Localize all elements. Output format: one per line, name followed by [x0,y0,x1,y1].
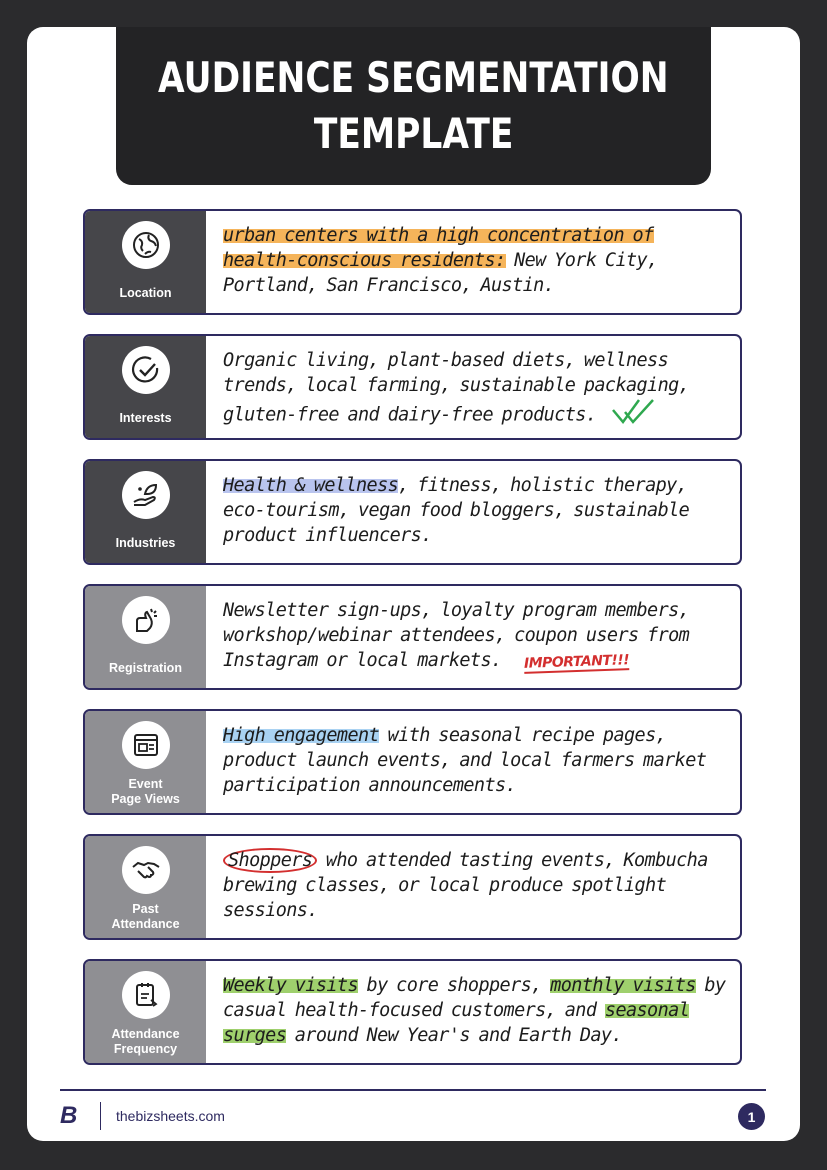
check-circle-icon [122,346,170,394]
segment-label: Registration [109,661,182,675]
pointer-hand-icon [122,596,170,644]
segment-description [223,348,732,433]
highlight: High engagement [223,725,380,746]
double-check-icon [611,398,657,433]
segment-label-line-2: Page Views [111,792,180,806]
hand-leaf-icon [122,471,170,519]
segment-description [223,473,732,548]
page-number: 1 [738,1103,765,1130]
segment-label-line-1: Attendance [111,1027,180,1041]
description-text: by core shoppers, [358,975,551,996]
segment-label-line-1: Past [132,902,159,916]
segment-label-line-2: Frequency [113,1042,178,1056]
description-text: , fitness, holistic therapy, eco-tourism, vegan food bloggers, sustainable product influencers. [223,475,690,546]
segment-row-industries [83,459,742,565]
footer-separator [100,1102,101,1130]
highlight: urban centers with a high concentration of [223,225,654,246]
description-text: with seasonal recipe pages, product launch events, and local farmers market participation announcements. [223,725,707,796]
segment-description [223,223,732,298]
segment-row-interests [83,334,742,440]
bizsheets-logo: B [60,1102,78,1129]
segment-label-panel [85,211,206,313]
segment-label-panel [85,961,206,1063]
segment-label: Location [119,286,172,300]
segment-description [223,723,732,798]
important-note: IMPORTANT!!! [523,652,630,672]
segment-label-panel [85,336,206,438]
description-text: Organic living, plant-based diets, wellness trends, local farming, sustainable packaging, gluten-free and dairy-free products. [223,350,690,426]
browser-window-icon [122,721,170,769]
segment-row-event-page-views [83,709,742,815]
segment-label-line-2: Attendance [111,917,180,931]
segment-label-panel [85,461,206,563]
highlight: seasonal surges [223,1000,690,1046]
description-text: Newsletter sign-ups, loyalty program members, workshop/webinar attendees, coupon users from Instagram or local markets. [223,600,690,671]
segment-description [223,848,732,923]
description-text: New York City, Portland, San Francisco, Austin. [223,250,658,296]
calendar-icon [122,971,170,1019]
segment-row-attendance-frequency [83,959,742,1065]
segment-label-panel [85,711,206,813]
footer-divider-line [60,1089,766,1091]
segment-row-registration [83,584,742,690]
description-text: who attended tasting events, Kombucha brewing classes, or local produce spotlight sessions. [223,850,708,921]
segment-label: Industries [115,536,176,550]
segment-description [223,973,732,1048]
highlight: Health & wellness [223,475,399,496]
title-banner [116,27,711,185]
highlight: health-conscious residents: [223,250,506,271]
highlight: Weekly visits [223,975,358,996]
title-line-1: AUDIENCE SEGMENTATION [158,53,669,102]
globe-icon [122,221,170,269]
description-text: around New Year's and Earth Day. [286,1025,622,1046]
segment-label-line-1: Event [128,777,163,791]
segment-row-past-attendance [83,834,742,940]
title-line-2: TEMPLATE [313,109,514,158]
highlight: monthly visits [550,975,696,996]
segment-label-panel [85,836,206,938]
handshake-icon [122,846,170,894]
segment-label-panel [85,586,206,688]
footer-website-link[interactable]: thebizsheets.com [116,1108,225,1124]
description-text: by casual health-focused customers, and [223,975,726,1021]
segment-row-location [83,209,742,315]
circled-word: Shoppers [223,848,317,873]
segment-description [223,598,732,673]
segment-label: Interests [119,411,172,425]
